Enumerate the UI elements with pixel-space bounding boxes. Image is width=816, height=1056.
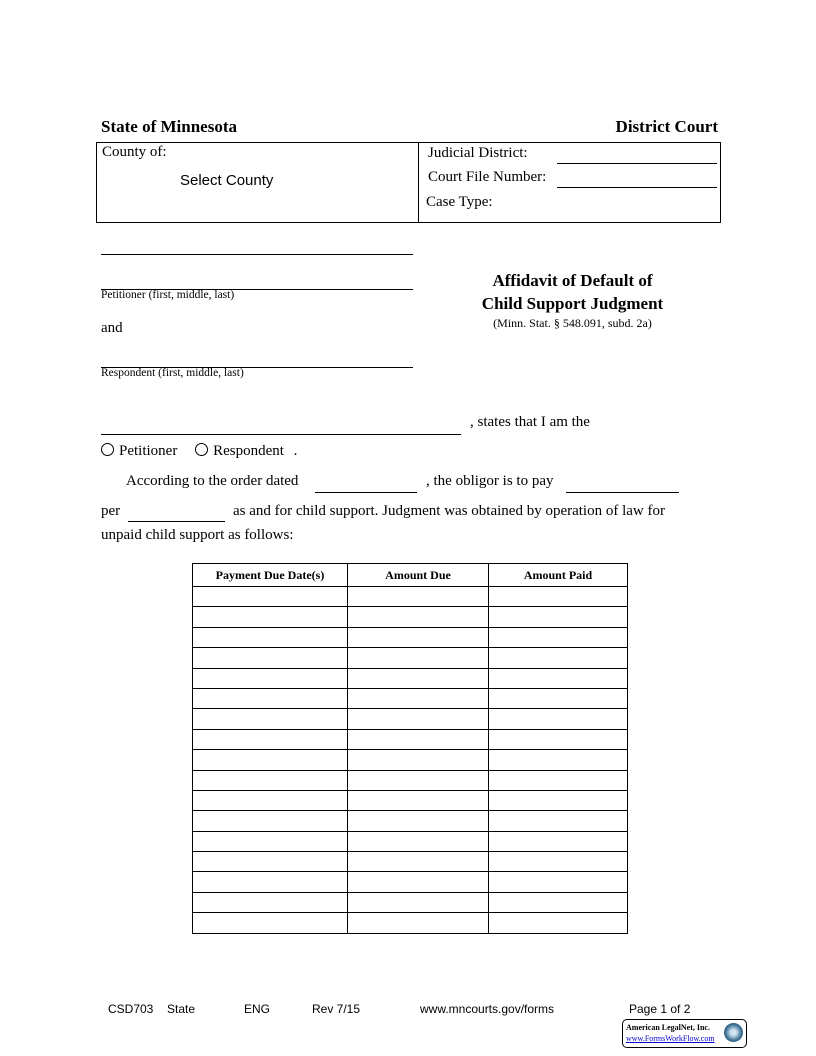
amount-due-cell[interactable] [348, 831, 489, 851]
form-number: CSD703 [108, 1002, 154, 1016]
amount-field[interactable] [566, 492, 679, 493]
amount-paid-cell[interactable] [489, 831, 628, 851]
header-amount-paid: Amount Paid [489, 564, 628, 587]
court-heading: District Court [615, 117, 718, 136]
payment-due-date-cell[interactable] [193, 750, 348, 770]
footer-state: State [167, 1002, 196, 1016]
order-dated-text: According to the order dated [126, 473, 299, 489]
amount-due-cell[interactable] [348, 913, 489, 933]
payment-due-date-cell[interactable] [193, 648, 348, 668]
payment-due-date-cell[interactable] [193, 831, 348, 851]
payment-due-date-cell[interactable] [193, 892, 348, 912]
per-text: per [101, 503, 121, 519]
amount-paid-cell[interactable] [489, 770, 628, 790]
and-text: and [101, 320, 123, 336]
obligor-text: , the obligor is to pay [426, 473, 554, 489]
case-type-label: Case Type: [426, 194, 493, 210]
amount-paid-cell[interactable] [489, 587, 628, 607]
petitioner-field-1[interactable] [101, 254, 413, 255]
amount-paid-cell[interactable] [489, 790, 628, 810]
table-row [193, 770, 628, 790]
payment-due-date-cell[interactable] [193, 668, 348, 688]
amount-due-cell[interactable] [348, 587, 489, 607]
payment-due-date-cell[interactable] [193, 627, 348, 647]
county-label: County of: [102, 144, 167, 160]
payment-due-date-cell[interactable] [193, 913, 348, 933]
table-row [193, 607, 628, 627]
amount-paid-cell[interactable] [489, 688, 628, 708]
table-row [193, 688, 628, 708]
period-field[interactable] [128, 521, 225, 522]
table-row [193, 709, 628, 729]
title-line-2: Child Support Judgment [481, 294, 664, 313]
state-heading: State of Minnesota [101, 117, 237, 136]
table-row [193, 892, 628, 912]
amount-paid-cell[interactable] [489, 729, 628, 749]
table-row [193, 750, 628, 770]
page-number: Page 1 of 2 [629, 1002, 691, 1016]
payment-due-date-cell[interactable] [193, 587, 348, 607]
amount-due-cell[interactable] [348, 852, 489, 872]
payment-due-date-cell[interactable] [193, 607, 348, 627]
county-select[interactable]: Select County [180, 172, 274, 189]
payment-due-date-cell[interactable] [193, 770, 348, 790]
petitioner-label: Petitioner (first, middle, last) [101, 289, 235, 301]
amount-due-cell[interactable] [348, 729, 489, 749]
payment-table [192, 563, 628, 934]
amount-paid-cell[interactable] [489, 892, 628, 912]
child-support-text: as and for child support. Judgment was obtained by operation of law for [233, 503, 665, 519]
payment-due-date-cell[interactable] [193, 811, 348, 831]
amount-due-cell[interactable] [348, 790, 489, 810]
table-row [193, 872, 628, 892]
unpaid-text: unpaid child support as follows: [101, 527, 294, 543]
amount-paid-cell[interactable] [489, 872, 628, 892]
table-row [193, 913, 628, 933]
amount-due-cell[interactable] [348, 607, 489, 627]
amount-due-cell[interactable] [348, 811, 489, 831]
amount-due-cell[interactable] [348, 770, 489, 790]
table-row [193, 790, 628, 810]
footer-revision: Rev 7/15 [312, 1002, 361, 1016]
footer-url[interactable]: www.mncourts.gov/forms [420, 1002, 555, 1016]
amount-paid-cell[interactable] [489, 750, 628, 770]
judicial-district-label: Judicial District: [428, 145, 528, 161]
table-row [193, 668, 628, 688]
table-row [193, 729, 628, 749]
court-file-number-field[interactable] [557, 187, 717, 188]
amount-due-cell[interactable] [348, 627, 489, 647]
payment-due-date-cell[interactable] [193, 790, 348, 810]
respondent-label: Respondent (first, middle, last) [101, 367, 244, 379]
table-row [193, 587, 628, 607]
table-row [193, 648, 628, 668]
affiant-name-field[interactable] [101, 434, 461, 435]
title-citation: (Minn. Stat. § 548.091, subd. 2a) [493, 316, 652, 330]
caption-box [96, 142, 721, 223]
header-amount-due: Amount Due [348, 564, 489, 587]
amount-paid-cell[interactable] [489, 811, 628, 831]
header-payment-due-date: Payment Due Date(s) [193, 564, 348, 587]
payment-due-date-cell[interactable] [193, 688, 348, 708]
payment-due-date-cell[interactable] [193, 872, 348, 892]
amount-due-cell[interactable] [348, 872, 489, 892]
amount-paid-cell[interactable] [489, 627, 628, 647]
respondent-radio[interactable]: Respondent [195, 443, 284, 459]
amount-due-cell[interactable] [348, 709, 489, 729]
amount-paid-cell[interactable] [489, 648, 628, 668]
payment-due-date-cell[interactable] [193, 729, 348, 749]
states-text: , states that I am the [470, 414, 590, 430]
judicial-district-field[interactable] [557, 163, 717, 164]
role-radio-group: Petitioner Respondent . [101, 443, 297, 460]
amount-due-cell[interactable] [348, 750, 489, 770]
amount-due-cell[interactable] [348, 648, 489, 668]
table-row [193, 831, 628, 851]
footer-language: ENG [244, 1002, 271, 1016]
globe-icon [724, 1023, 743, 1042]
table-row [193, 852, 628, 872]
amount-paid-cell[interactable] [489, 607, 628, 627]
amount-paid-cell[interactable] [489, 709, 628, 729]
petitioner-radio[interactable]: Petitioner [101, 443, 177, 459]
amount-paid-cell[interactable] [489, 913, 628, 933]
amount-due-cell[interactable] [348, 688, 489, 708]
amount-paid-cell[interactable] [489, 852, 628, 872]
payment-due-date-cell[interactable] [193, 709, 348, 729]
table-row [193, 627, 628, 647]
order-date-field[interactable] [315, 492, 417, 493]
amount-due-cell[interactable] [348, 668, 489, 688]
amount-paid-cell[interactable] [489, 668, 628, 688]
table-row [193, 811, 628, 831]
title-line-1: Affidavit of Default of [492, 271, 653, 290]
legalnet-logo: American LegalNet, Inc. www.FormsWorkFlow.com [622, 1019, 747, 1048]
court-file-number-label: Court File Number: [428, 169, 547, 185]
amount-due-cell[interactable] [348, 892, 489, 912]
payment-due-date-cell[interactable] [193, 852, 348, 872]
